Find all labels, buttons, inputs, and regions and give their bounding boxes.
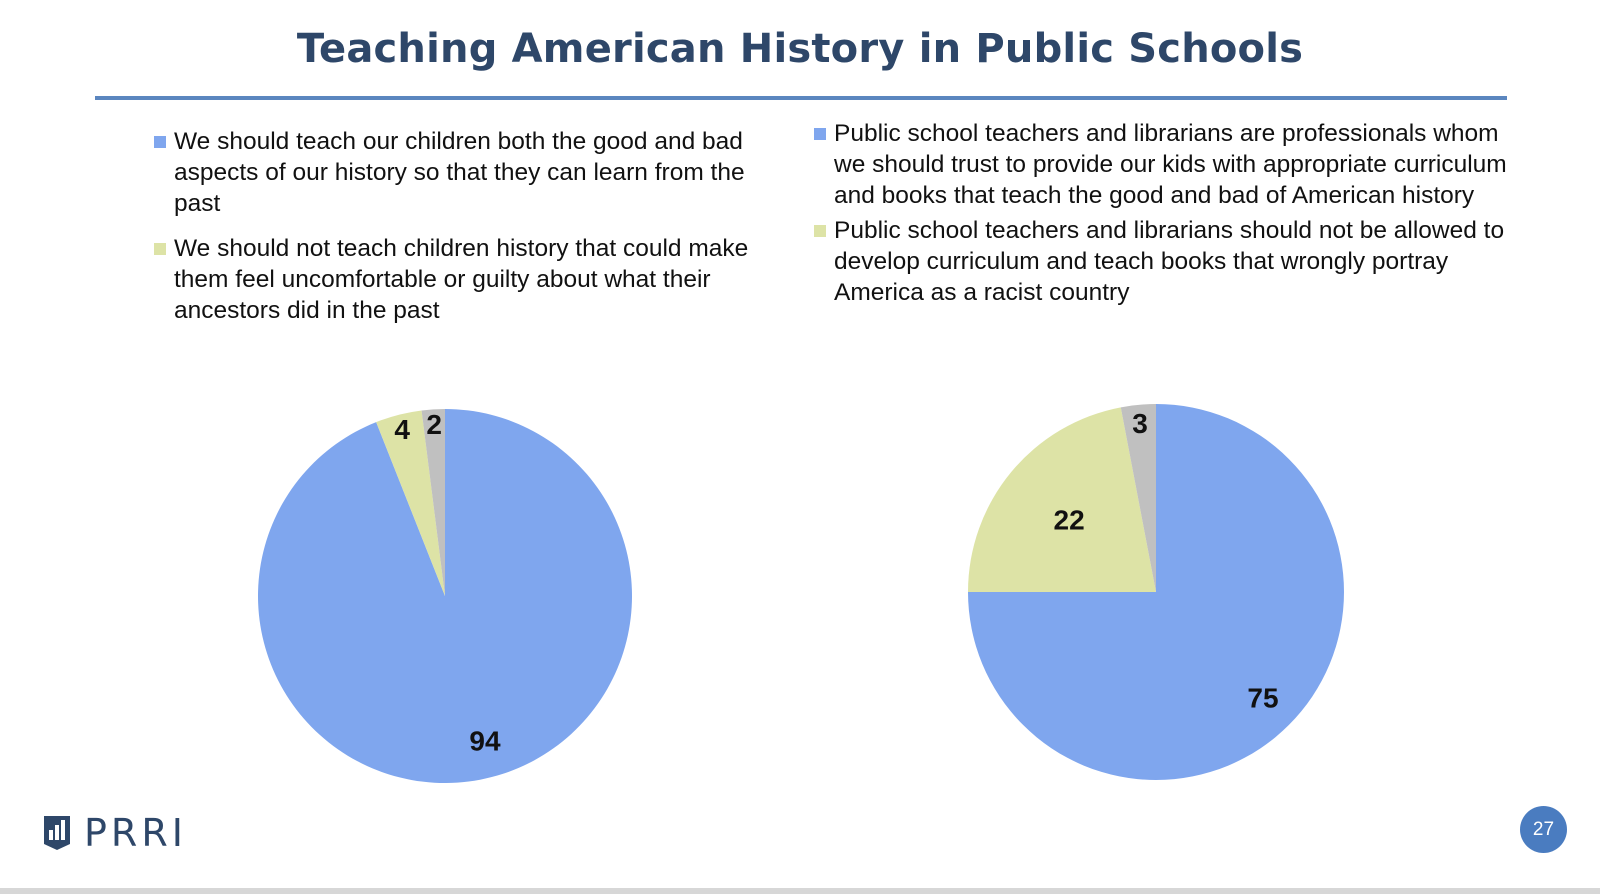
legend-item bbox=[154, 126, 754, 219]
pie-slice-label: 75 bbox=[1247, 682, 1279, 714]
pie-slice-label: 94 bbox=[469, 725, 501, 757]
pie-chart-right bbox=[968, 404, 1344, 780]
pie-slice-label: 3 bbox=[1132, 408, 1148, 440]
legend-swatch-blue bbox=[154, 136, 166, 148]
legend-left bbox=[154, 126, 754, 340]
pie-chart-left bbox=[258, 409, 632, 783]
legend-label: We should teach our children both the good and bad aspects of our history so that they can learn from the past bbox=[174, 128, 745, 217]
legend-item bbox=[814, 215, 1534, 308]
prri-logo bbox=[42, 812, 187, 854]
pie-slice-label: 4 bbox=[394, 413, 411, 445]
page-number: 27 bbox=[1532, 818, 1555, 840]
legend-swatch-yellow bbox=[814, 225, 826, 237]
legend-right bbox=[814, 118, 1534, 312]
legend-item bbox=[814, 118, 1534, 211]
logo-text: PRRI bbox=[84, 811, 187, 855]
pie-slice-label: 2 bbox=[426, 408, 442, 440]
pie-slice-label: 22 bbox=[1053, 504, 1085, 536]
legend-label: We should not teach children history that could make them feel uncomfortable or guilty about what their ancestors did in the past bbox=[174, 235, 749, 324]
legend-label: Public school teachers and librarians are professionals whom we should trust to provide our kids with appropriate curriculum and books that teach the good and bad of American history bbox=[834, 120, 1507, 209]
prri-bar-chart-icon bbox=[42, 814, 72, 852]
legend-swatch-yellow bbox=[154, 243, 166, 255]
legend-swatch-blue bbox=[814, 128, 826, 140]
legend-label: Public school teachers and librarians should not be allowed to develop curriculum and teach books that wrongly portray America as a racist country bbox=[834, 217, 1505, 306]
slide-title: Teaching American History in Public Schools bbox=[296, 26, 1304, 72]
bottom-border bbox=[0, 888, 1600, 894]
title-divider bbox=[95, 96, 1507, 100]
legend-item bbox=[154, 233, 754, 326]
page-number-badge bbox=[1520, 806, 1567, 853]
